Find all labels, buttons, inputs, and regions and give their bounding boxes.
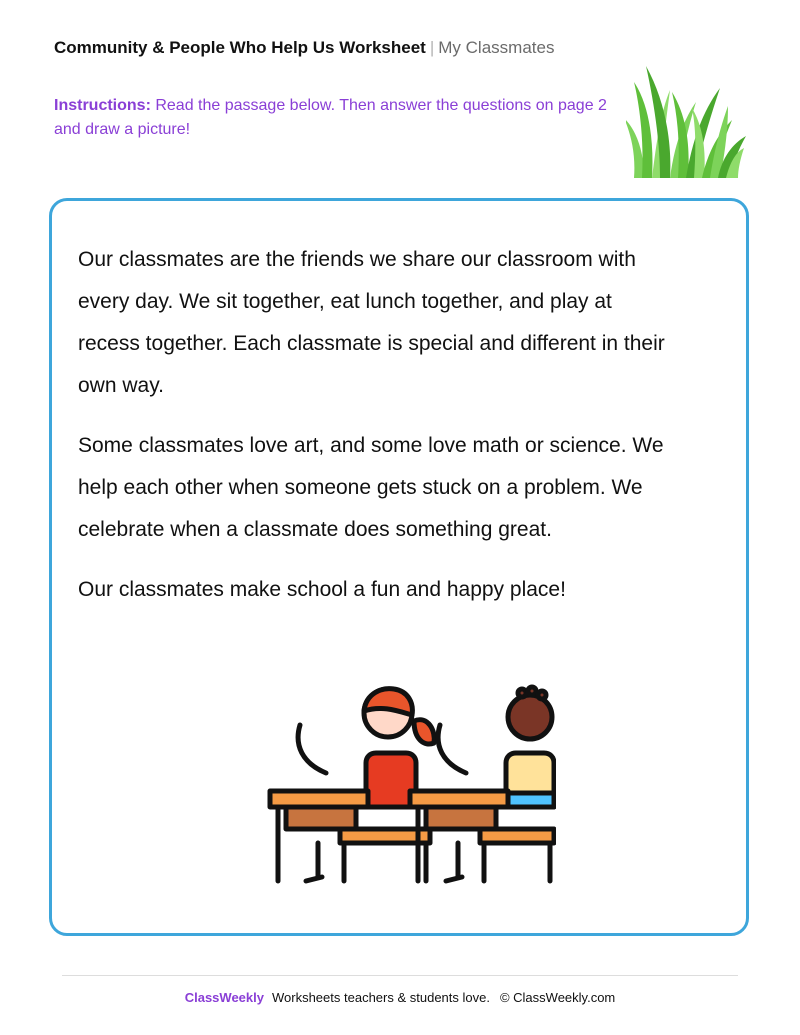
students-at-desks-illustration (266, 683, 556, 893)
instructions-text: Read the passage below. Then answer the questions on page 2 and draw a picture! (54, 97, 607, 138)
footer-tagline: Worksheets teachers & students love. (271, 990, 490, 1005)
passage-paragraph: Our classmates are the friends we share our classroom with every day. We sit together, eat lunch together, and play at recess together. Each classmate is special and different in their own way. (78, 248, 665, 397)
worksheet-header (54, 38, 554, 58)
passage-text (78, 239, 678, 629)
footer-copyright: © ClassWeekly.com (499, 990, 616, 1005)
title-separator: | (429, 38, 435, 57)
passage-paragraph: Our classmates make school a fun and happy place! (78, 578, 566, 601)
instructions-label: Instructions: (54, 97, 151, 114)
footer-divider (62, 975, 738, 976)
girl-student-icon (270, 689, 434, 881)
footer-brand: ClassWeekly (184, 990, 264, 1005)
boy-student-icon (410, 687, 554, 881)
passage-box (49, 198, 749, 936)
footer (0, 990, 800, 1005)
instructions (54, 94, 614, 142)
grass-icon (626, 62, 748, 182)
passage-paragraph: Some classmates love art, and some love math or science. We help each other when someone gets stuck on a problem. We celebrate when a classmate does something great. (78, 434, 664, 541)
worksheet-subtitle: My Classmates (438, 38, 555, 57)
worksheet-title: Community & People Who Help Us Worksheet (54, 38, 426, 57)
